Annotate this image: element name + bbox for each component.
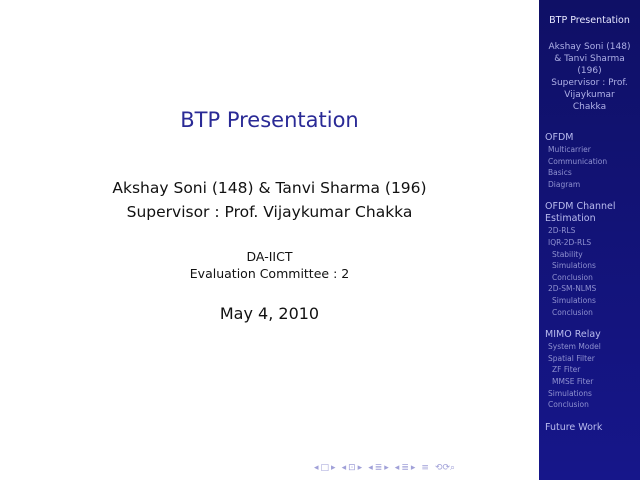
sidebar-section-ofdm-channel-estimation[interactable]: OFDM Channel Estimation: [545, 201, 616, 225]
sidebar-item-simulations[interactable]: Simulations: [552, 295, 596, 305]
section-next-icon[interactable]: ▸: [384, 463, 389, 473]
presentation-date: May 4, 2010: [219, 304, 320, 323]
frame-next-icon[interactable]: ▸: [331, 463, 336, 473]
slide-title: BTP Presentation: [180, 108, 359, 132]
sidebar-section-future-work[interactable]: Future Work: [545, 421, 603, 433]
sidebar-title[interactable]: BTP Presentation: [549, 15, 630, 26]
sidebar-item-zf-fiter[interactable]: ZF Fiter: [552, 365, 581, 375]
sidebar-item-conclusion[interactable]: Conclusion: [552, 272, 593, 282]
subsection-prev-icon[interactable]: ◂: [341, 463, 347, 473]
sidebar-item-conclusion[interactable]: Conclusion: [548, 400, 589, 410]
sidebar-toc: [545, 132, 637, 434]
search-nav: [435, 463, 455, 473]
event-name: Evaluation Committee : 2: [189, 266, 350, 281]
section-prev-icon[interactable]: ◂: [368, 463, 373, 473]
author-block: [0, 176, 539, 224]
document-icon[interactable]: ≣: [401, 463, 409, 473]
align-icon[interactable]: ≡: [421, 463, 429, 473]
section-nav: [368, 463, 389, 473]
frame-prev-icon[interactable]: ◂: [314, 463, 319, 473]
document-next-icon[interactable]: ▸: [410, 463, 416, 473]
supervisor-line: Supervisor : Prof. Vijaykumar Chakka: [126, 203, 413, 221]
beamer-navigation-bar: [314, 461, 455, 475]
sidebar-section-mimo-relay[interactable]: MIMO Relay: [545, 329, 601, 341]
sidebar-author-line: Supervisor : Prof.: [551, 78, 628, 88]
sidebar-section-ofdm[interactable]: OFDM: [545, 132, 574, 143]
sidebar-author-line: & Tanvi Sharma: [554, 54, 625, 64]
align-nav: [421, 463, 429, 473]
sidebar-item-basics[interactable]: Basics: [548, 168, 572, 178]
subsection-nav: [342, 463, 363, 473]
sidebar-item-system-model[interactable]: System Model: [548, 342, 601, 352]
sidebar-author-line: Akshay Soni (148): [548, 42, 631, 52]
sidebar-author-line: Vijaykumar: [564, 90, 615, 100]
subsection-next-icon[interactable]: ▸: [357, 463, 363, 473]
institute-name: DA-IICT: [246, 249, 293, 264]
sidebar-item-simulations[interactable]: Simulations: [552, 261, 596, 271]
sidebar-item-conclusion[interactable]: Conclusion: [552, 307, 593, 317]
search-icon[interactable]: ⟲⟳⌕: [434, 463, 456, 473]
frame-nav: [314, 463, 336, 473]
sidebar-author[interactable]: [542, 41, 637, 113]
sidebar-author-line: Chakka: [572, 102, 607, 112]
sidebar-item-iqr-2d-rls[interactable]: IQR-2D-RLS: [548, 237, 592, 247]
sidebar-item-diagram[interactable]: Diagram: [548, 179, 581, 189]
sidebar-item-multicarrier[interactable]: Multicarrier Communication: [548, 145, 608, 166]
sidebar-author-line: (196): [577, 66, 602, 76]
institute-block: [0, 248, 539, 282]
sidebar: [539, 0, 640, 480]
document-nav: [395, 463, 416, 473]
document-prev-icon[interactable]: ◂: [394, 463, 400, 473]
sidebar-item-spatial-filter[interactable]: Spatial Filter: [548, 353, 595, 363]
frame-icon[interactable]: □: [320, 463, 330, 473]
sidebar-item-2d-rls[interactable]: 2D-RLS: [548, 226, 576, 236]
sidebar-item-mmse-fiter[interactable]: MMSE Fiter: [552, 376, 594, 386]
sidebar-item-2d-sm-nlms[interactable]: 2D-SM-NLMS: [548, 284, 597, 294]
sidebar-item-stability[interactable]: Stability: [552, 249, 583, 259]
section-icon[interactable]: ≣: [374, 463, 383, 473]
sidebar-item-simulations[interactable]: Simulations: [548, 388, 592, 398]
subsection-icon[interactable]: ⊡: [348, 463, 356, 473]
authors-line: Akshay Soni (148) & Tanvi Sharma (196): [112, 179, 427, 197]
